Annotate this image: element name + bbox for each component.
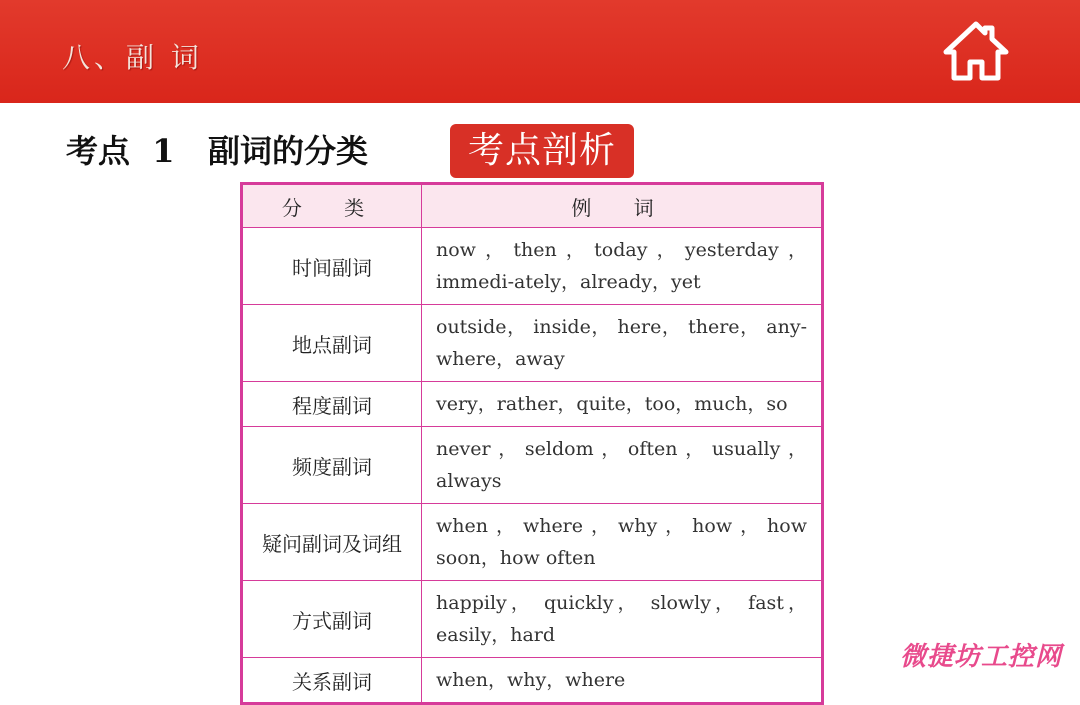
category-cell: 关系副词 bbox=[242, 658, 422, 704]
examples-cell: outside， inside， here， there， any-where，away bbox=[422, 305, 823, 382]
adverb-classification-table bbox=[240, 182, 824, 705]
table-row bbox=[242, 581, 823, 658]
category-cell: 方式副词 bbox=[242, 581, 422, 658]
category-cell: 程度副词 bbox=[242, 382, 422, 427]
table-row bbox=[242, 427, 823, 504]
examples-cell: when，why，where bbox=[422, 658, 823, 704]
header-bar bbox=[0, 0, 1080, 103]
section-heading: 考点 1 副词的分类 bbox=[66, 132, 368, 170]
column-header-examples: 例 词 bbox=[422, 184, 823, 228]
examples-cell: happily， quickly， slowly， fast，easily，hard bbox=[422, 581, 823, 658]
category-cell: 频度副词 bbox=[242, 427, 422, 504]
examples-cell: when，where，why，how，how soon，how often bbox=[422, 504, 823, 581]
category-cell: 疑问副词及词组 bbox=[242, 504, 422, 581]
table-row bbox=[242, 382, 823, 427]
table-row bbox=[242, 305, 823, 382]
watermark: 微捷坊工控网 bbox=[900, 642, 1063, 672]
examples-cell: very，rather，quite，too，much，so bbox=[422, 382, 823, 427]
examples-cell: now，then，today，yesterday，immedi-ately，already，yet bbox=[422, 228, 823, 305]
table-header-row bbox=[242, 184, 823, 228]
topic-badge: 考点剖析 bbox=[450, 124, 634, 178]
column-header-category: 分 类 bbox=[242, 184, 422, 228]
table-row bbox=[242, 504, 823, 581]
home-icon[interactable] bbox=[942, 18, 1010, 84]
category-cell: 地点副词 bbox=[242, 305, 422, 382]
table-row bbox=[242, 658, 823, 704]
table-row bbox=[242, 228, 823, 305]
category-cell: 时间副词 bbox=[242, 228, 422, 305]
examples-cell: never，seldom，often，usually，always bbox=[422, 427, 823, 504]
page-title: 八、副 词 bbox=[62, 41, 203, 74]
